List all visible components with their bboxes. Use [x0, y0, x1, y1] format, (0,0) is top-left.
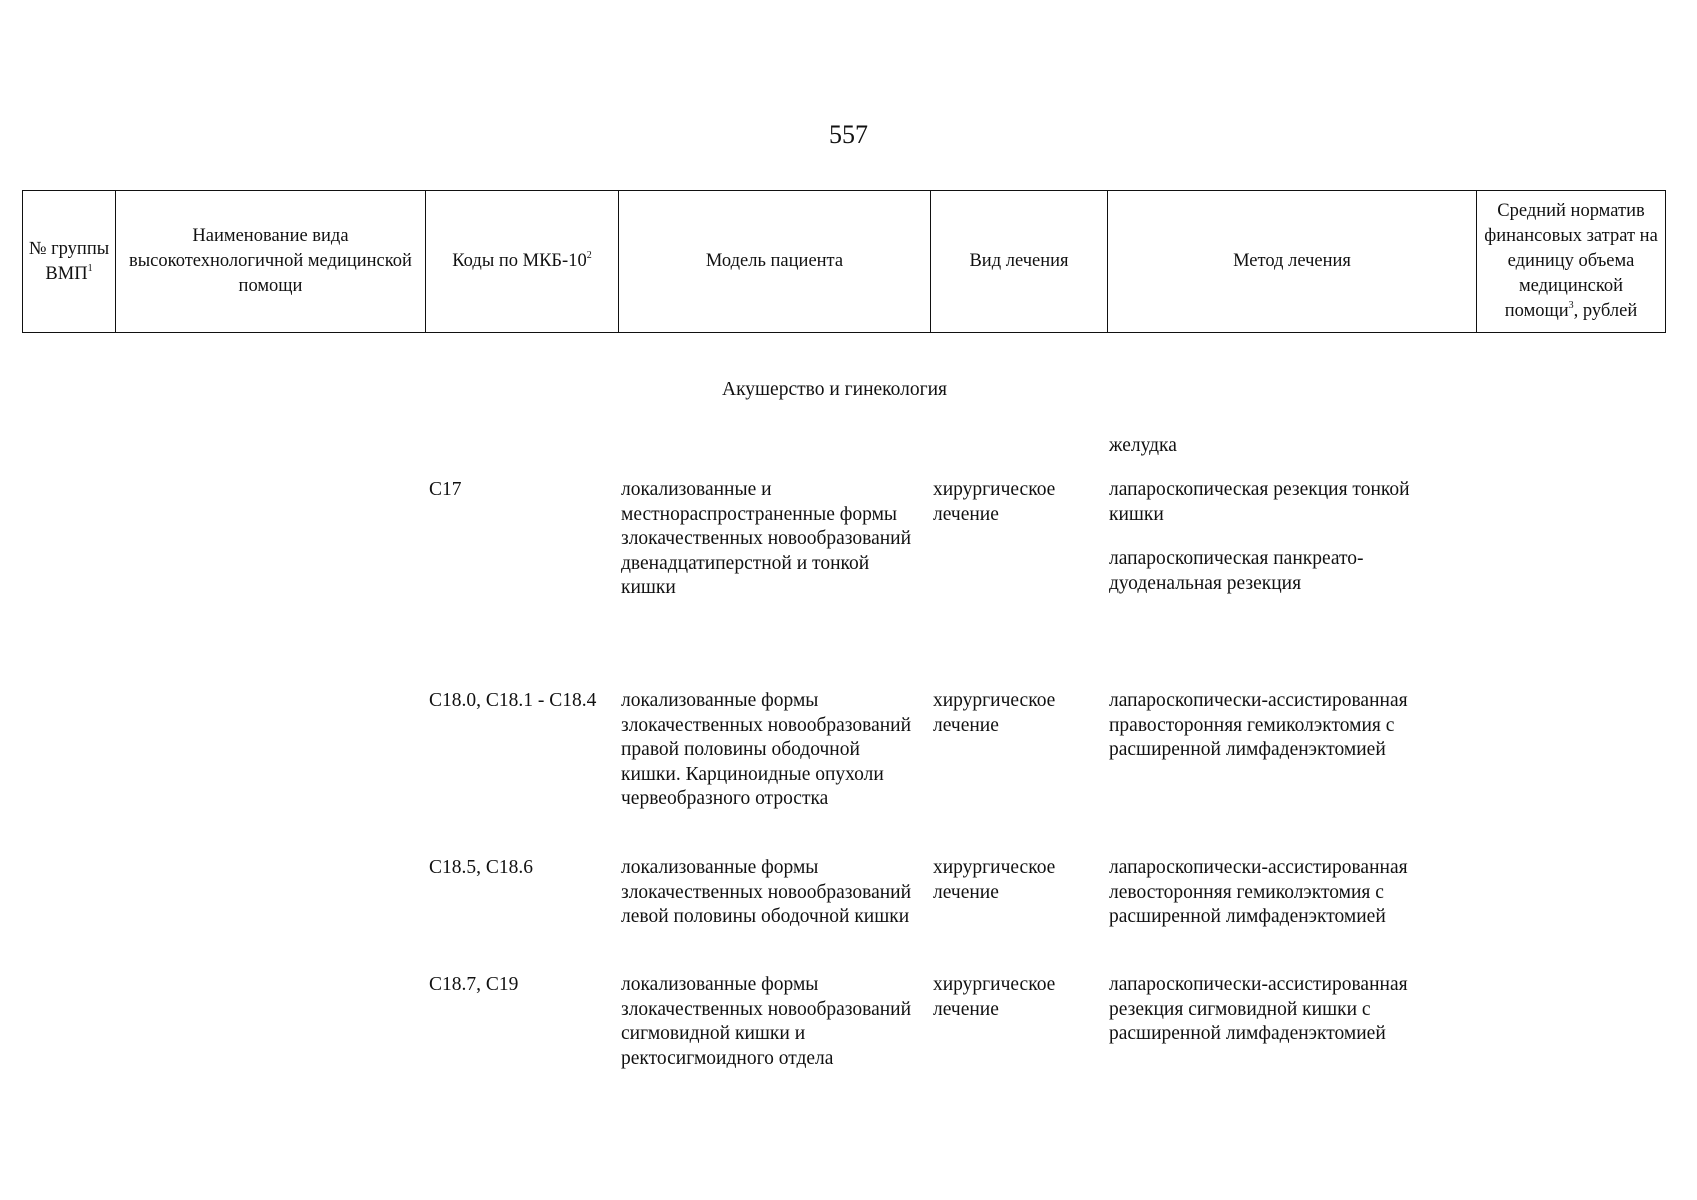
- row-treatment-type: хирургическое лечение: [933, 974, 1056, 1020]
- header-avg-cost: [1477, 191, 1666, 333]
- row-patient-model: локализованные формы злокачественных новообразований сигмовидной кишки и ректосигмоидного отдела: [621, 974, 912, 1069]
- row-treatment-type: хирургическое лечение: [933, 690, 1056, 736]
- footnote-marker: 3: [1568, 300, 1574, 311]
- section-title: Акушерство и гинекология: [722, 379, 948, 400]
- row-patient-model: локализованные формы злокачественных новообразований правой половины ободочной кишки. Карциноидные опухоли червеобразного отростка: [621, 690, 912, 809]
- header-avg-cost-unit: , рублей: [1573, 301, 1638, 321]
- header-treatment-method: [1108, 191, 1477, 333]
- row-treatment-method: лапароскопически-ассистированная правосторонняя гемиколэктомия с расширенной лимфаденэктомией: [1109, 690, 1408, 760]
- header-group-no-label: № группы ВМП: [28, 238, 110, 284]
- header-patient-model: [619, 191, 931, 333]
- header-treatment-type: [931, 191, 1108, 333]
- row-treatment-method: лапароскопическая резекция тонкой кишки: [1109, 479, 1410, 525]
- row-codes: C18.5, C18.6: [429, 857, 534, 878]
- table-header: [22, 190, 1666, 333]
- page-number: 557: [829, 120, 868, 149]
- carryover-method-text: желудка: [1109, 435, 1177, 456]
- header-patient-model-label: Модель пациента: [705, 251, 844, 271]
- row-treatment-method: лапароскопически-ассистированная резекция сигмовидной кишки с расширенной лимфаденэктомией: [1109, 974, 1408, 1044]
- row-treatment-method: лапароскопически-ассистированная левосторонняя гемиколэктомия с расширенной лимфаденэктомией: [1109, 857, 1408, 927]
- row-codes: C18.0, C18.1 - C18.4: [429, 690, 597, 711]
- footnote-marker: 2: [586, 250, 592, 261]
- header-treatment-type-label: Вид лечения: [969, 251, 1069, 271]
- row-codes: C18.7, C19: [429, 974, 519, 995]
- row-treatment-method: лапароскопическая панкреато-дуоденальная резекция: [1109, 548, 1364, 594]
- header-icd-codes: [426, 191, 619, 333]
- header-name: [116, 191, 426, 333]
- header-treatment-method-label: Метод лечения: [1233, 251, 1351, 271]
- header-group-no: [23, 191, 116, 333]
- row-patient-model: локализованные и местнораспространенные формы злокачественных новообразований двенадцатиперстной и тонкой кишки: [621, 479, 912, 598]
- header-avg-cost-label: Средний норматив финансовых затрат на единицу объема медицинской помощи: [1484, 201, 1658, 321]
- row-treatment-type: хирургическое лечение: [933, 857, 1056, 903]
- header-name-label: Наименование вида высокотехнологичной медицинской помощи: [129, 226, 412, 296]
- row-patient-model: локализованные формы злокачественных новообразований левой половины ободочной кишки: [621, 857, 912, 927]
- header-icd-codes-label: Коды по МКБ-10: [452, 251, 587, 271]
- row-treatment-type: хирургическое лечение: [933, 479, 1056, 525]
- row-codes: C17: [429, 479, 462, 500]
- footnote-marker: 1: [87, 262, 93, 274]
